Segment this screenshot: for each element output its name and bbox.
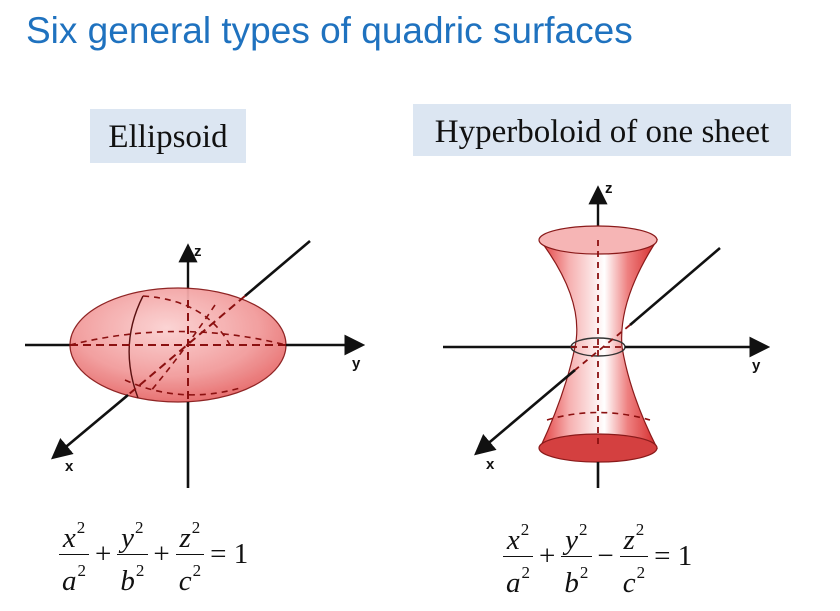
fraction-x: $\frac{x^2}{a^2}$ xyxy=(502,514,534,599)
hyperboloid-axis-x: x xyxy=(486,456,495,473)
ellipsoid-figure xyxy=(25,241,361,488)
hyperboloid-axis-y: y xyxy=(752,357,761,374)
operator-plus: + xyxy=(539,540,556,572)
hyperboloid-figure xyxy=(443,180,765,488)
fraction-x: $\frac{x^2}{a^2}$ xyxy=(58,512,90,597)
ellipsoid-axis-z: z xyxy=(194,243,202,260)
equation-rhs: = 1 xyxy=(654,540,693,572)
equation-rhs: = 1 xyxy=(210,538,249,570)
ellipsoid-label: Ellipsoid xyxy=(90,109,246,163)
operator-plus: + xyxy=(153,538,170,570)
ellipsoid-axis-x: x xyxy=(65,458,74,475)
ellipsoid-equation xyxy=(56,512,251,597)
hyperboloid-equation xyxy=(500,514,695,599)
page-title: Six general types of quadric surfaces xyxy=(26,10,633,51)
hyperboloid-axis-z: z xyxy=(605,180,613,197)
operator-plus: + xyxy=(95,538,112,570)
hyperboloid-label: Hyperboloid of one sheet xyxy=(413,104,791,156)
operator-minus: − xyxy=(597,540,614,572)
fraction-y: $\frac{y^2}{b^2}$ xyxy=(116,512,148,597)
ellipsoid-axis-y: y xyxy=(352,355,361,372)
fraction-z: $\frac{z^2}{c^2}$ xyxy=(619,514,649,599)
fraction-z: $\frac{z^2}{c^2}$ xyxy=(175,512,205,597)
fraction-y: $\frac{y^2}{b^2}$ xyxy=(560,514,592,599)
